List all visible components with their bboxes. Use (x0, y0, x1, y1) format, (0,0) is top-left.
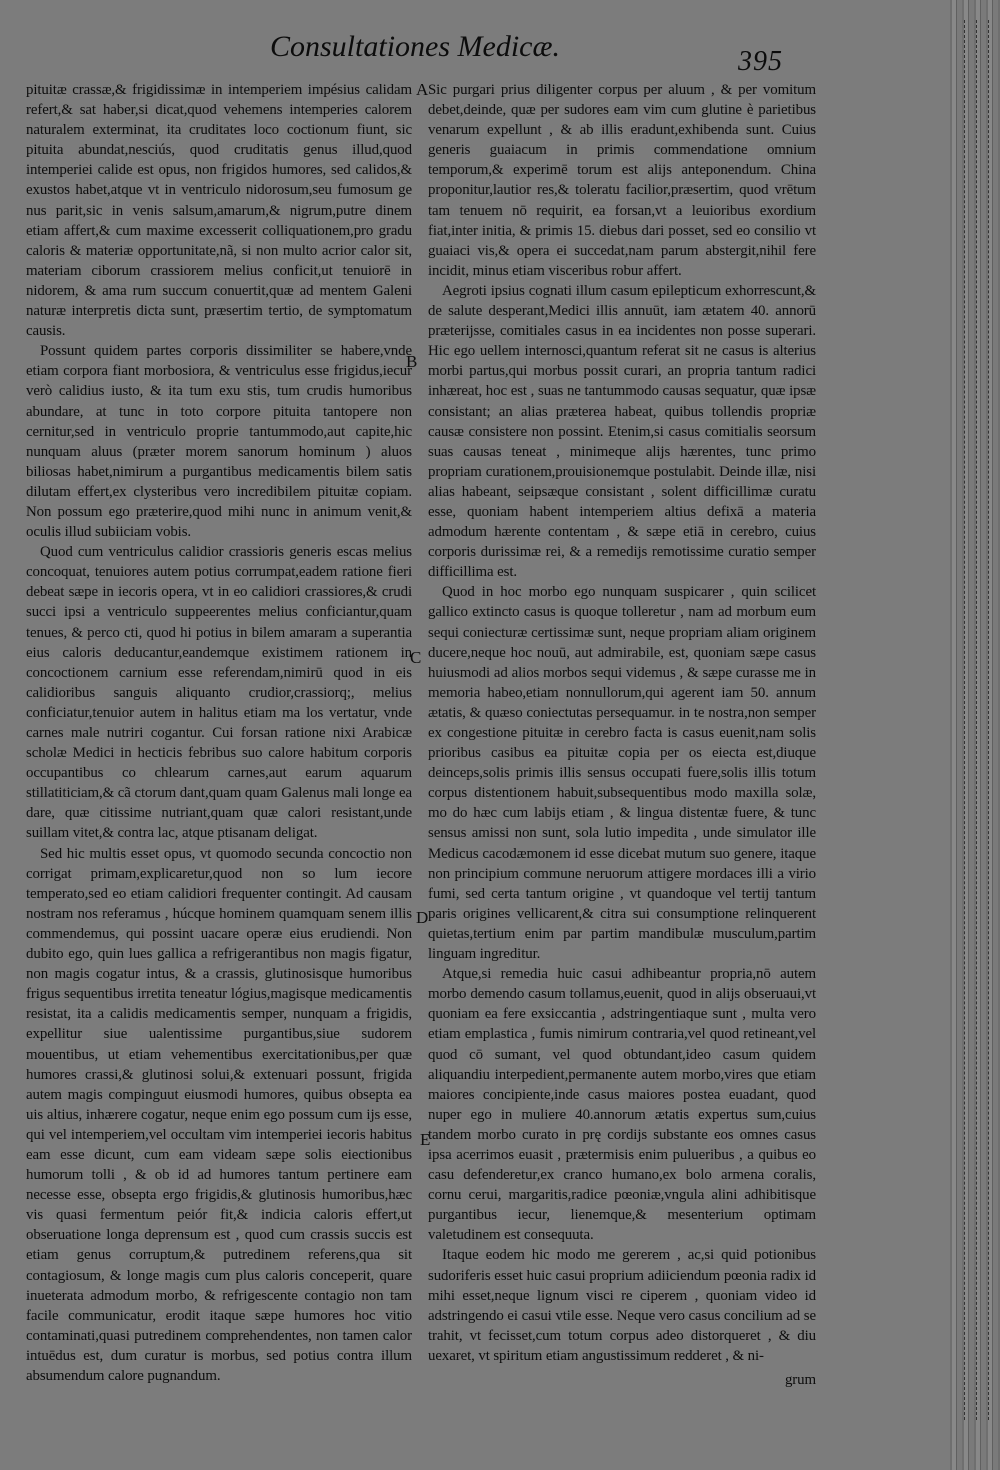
left-paragraph: Possunt quidem partes corporis dissimiliter se habere,vnde etiam corpora fiant morbosiora, & ventriculus esse frigidus,iecur verò calidius iusto, & ita tum exu stis, tum crudis humoribus abundare, at tunc in toto corpore pituita tantopere non cernitur,sed in ventriculo proprie tantummodo,aut capite,hic nunquam aluus (præter morem sanorum hominum ) aluos biliosas habet,nimirum a purgantibus medicamentis bilem satis dilutam effert,ex clysteribus vero incredibilem pituitæ copiam. Non possum ego præterire,quod mihi nunc in animum venit,& oculis illud subiiciam vobis. (26, 343, 412, 541)
margin-marker-d: D (416, 908, 429, 927)
page-edge-line (988, 20, 990, 1420)
catchword: grum (784, 1372, 816, 1388)
right-paragraph: Aegroti ipsius cognati illum casum epilepticum exhorrescunt,& de salute desperant,Medici illis annuūt, iam ætatem 40. annorū præterijsse, comitiales casus in ea incidentes non posse superari. Hic ego uellem internosci,quantum referat sit ne casus is alterius morbi partus,qui morbus possit curari, an propria tantum radici inhæreat, hoc est , suas ne tantummodo causas sequatur, quæ ipsæ consistant; an alias præterea habeat, quibus tollendis propriæ causæ consistere non possint. Etenim,si casus comitialis seorsum suas causas teneat , minimeque alijs hærentes, tunc primo propriam curationem,prouisionemque postulabit. Deinde illæ, nisi alias habeant, seipsæque consistant , solent difficillimæ curatu esse, quoniam habent intemperiem altius defixā a materia admodum hærente contentam , & sæpe etiā in cerebro, cuius corporis durissimæ rei, & a remedijs remotissime curatio semper difficillima est. (428, 282, 816, 581)
left-paragraph: Sed hic multis esset opus, vt quomodo secunda concoctio non corrigat primam,explicaretur,quod non so lum iecore temperato,sed eo etiam calidiori frequenter contingit. Ad causam nostram nos referamus , húcque hominem quamquam senem illis commendemus, qui possint uacare operæ eius erudiendi. Non dubito ego, quin lues gallica a refrigerantibus non magis figatur, non magis cogatur intus, & a crassis, glutinosisque humoribus frigus sequentibus irretita teneatur lógius,magisque medicamentis resistat, ita a calidis medicamentis semper, nunquam a frigidis, expellitur siue ualentissime purgantibus,siue sudorem mouentibus, ut etiam vehementibus exercitationibus,per quæ humores crassi,& glutinosi solui,& extenuari possunt, frigida autem magis compinguut eiusmodi humores, quibus obsepta ea uis altius, inhærere cogatur, neque enim ego possum cum ijs esse, qui vel intemperiem,vel occultam vim intemperiei iecoris habitus eam esse dicunt, cum eam videam sæpe solis eiectionibus humorum tolli , & ob id ad humores tantum pertinere eam necesse esse, obsepta ergo frigidis,& glutinosis humoribus,hæc vis quasi fermentum peiór fit,& indicia caloris effert,ut obseruatione longa deprensum est , quod cum crassis succis est etiam genus corruptum,& putredinem referens,qua sit contagiosum, & longe magis cum plus caloris conceperit, quare inueterata admodum morbo, & refrigescente contagio non tam facile communicatur, erodit itaque sæpe humores hoc vitio contaminati,quasi putredinem comprehendentes, non tamen calor intuēdus est, dum curatur is morbus, sed potius contra illum absumendum calore pugnandum. (26, 845, 412, 1384)
page-edge-line (976, 20, 978, 1420)
right-paragraph: Atque,si remedia huic casui adhibeantur propria,nō autem morbo demendo casum tollamus,euenit, quod in alijs obseruaui,vt quoniam ea fere exsiccantia , adstringentiaque sunt , multa vero etiam emplastica , fumis nimirum contraria,vel quod retineant,vel quod cō sumant, vel quod obtundant,ideo casum quidem aliquandiu interpedient,permanente autem morbo,vires que etiam maiores concipiente,inde casus maiores postea euadant, quod nuper ego in muliere 40.annorum ætatis expertus sum,cuius tandem morbo curato in prę cordijs substante eos omnes casus ipsa acerrimos euasit , prætermisis enim pulueribus , a quibus eo casu defenderetur,ex cranco humano,ex bolo armena coralis, cornu cerui, margaritis,radice pœoniæ,vngula alini adhibitisque purgantibus iecur, lienemque,& mesenterium optimam valetudinem est consequuta. (428, 966, 816, 1244)
right-paragraph: Quod in hoc morbo ego nunquam suspicarer , quin scilicet gallico extincto casus is quoque tolleretur , nam ad morbum eum sequi coniecturæ certissimæ sunt, neque propriam aliam originem ducere,neque hoc nouū, aut admirabile, est, quoniam sæpe casus huiusmodi ad alios morbos sequi videmus , & sæpe curasse me in memoria habeo,etiam nonnullorum,qui agerent iam 50. annum ætatis, & quæso coniectutas persequamur. in te nostra,non semper ex congestione pituitæ in cerebro facta is casus euenit,nam solis prioribus casibus ea pituitæ copia per os eiecta est,diuque deinceps,solis primis illis sensus occupati fuere,solis illis totum corpus distentionem habuit,subsequentibus modo maxilla solæ, mo do hæc cum labijs etiam , & lingua distentæ fuere, & tunc sensus amissi non sunt, sola lutio impedita , unde simulator ille Medicus cacodæmonem id esse dicebat mutum suo genere, itaque non principium commune neruorum attigere mordaces illi a virio fumi, sed certa tantum origine , vt quandoque vel tertij tantum paris origines vellicarent,& citra sui consumptione relinquerent quietas,tertium enim par partim mandibulæ musculum,partim linguam ingreditur. (428, 584, 816, 963)
running-title: Consultationes Medicæ. (270, 30, 560, 63)
left-paragraph: Quod cum ventriculus calidior crassioris generis escas melius concoquat, tenuiores autem potius corrumpat,eadem ratione fieri debeat sæpe in iecoris opera, vt in eo calidiori crassiores,& crudi succi ipsi a ventriculo suppeerentes melius conficiantur,quam tenues, & perco cti, quod hi potius in bilem amaram a superantia eius caloris deducantur,eandemque existimem rationem in concoctionem carnium esse referendam,nimirū quod in eis calidioribus sanguis aliquanto crudior,crassiorq;, melius conficiatur,tenuior autem in halitus etiam ma los vertatur, vnde carnes male nutriri cogantur. Cui forsan ratione nixi Arabicæ scholæ Medici in hecticis febribus suo calore habitum corporis occupantibus co chlearum carnes,aut earum aquarum stillatiticiam,& cã ctorum dant,quam quam Galenus mali longe ea dare, quæ citissime nutriant,quam quæ calori resistant,unde suillam vitet,& contra lac, atque ptisanam deligat. (26, 544, 412, 842)
margin-marker-a: A (416, 80, 429, 99)
margin-marker-b: B (406, 352, 418, 371)
left-text-column (26, 80, 412, 1386)
page-edge-line (964, 20, 966, 1420)
page-edge-texture (950, 0, 1000, 1470)
margin-marker-e: E (420, 1130, 431, 1149)
right-paragraph: Sic purgari prius diligenter corpus per aluum , & per vomitum debet,deinde, quæ per sudores eam vim cum glutine è parietibus venarum expellunt , & ab illis eradunt,exhibenda sunt. Cuius generis guaiacum in primis commendatione omnium temporum,& experimē torum est alijs anteponendum. China proponitur,lautior res,& toleratu facilior,præsertim, quod vrētum tam tenuem nō requirit, ea forsan,vt a leuioribus exordium fiat,inter initia, & primis 15. diebus dari posset, sed eo consilio vt guaiaci vis,& opera ei succedat,nam parum abstergit,nihil fere incidit, minus etiam visceribus robur affert. (428, 82, 816, 279)
right-paragraph: Itaque eodem hic modo me gererem , ac,si quid potionibus sudoriferis esset huic casui proprium adiiciendum pœonia radix id mihi esset,neque lignum visci re ciperem , quoniam video id adstringendo ei casui vtile esse. Neque vero casus concilium ad se trahit, vt fecisset,cum totum corpus adeo distorqueret , & diu uexaret, vt spiritum etiam angustissimum redderet , & ni- (428, 1247, 816, 1364)
page-number: 395 (738, 46, 783, 77)
left-paragraph: pituitæ crassæ,& frigidissimæ in intemperiem impésius calidam refert,& sat haber,si dicat,quod vehemens intemperies calorem naturalem exterminat, ita cruditates loco coctionum fiunt, sic pituita abundat,nesciús, quod cruditatis genus illud,quod intemperiei calide est opus, non frigidos humores, sed calidos,& exustos habet,atque vt in ventriculo nidorosum,seu fumosum ge nus parit,sic in venis salsum,amarum,& nigrum,putre dinem etiam affert,& cum maxime excesserit colliquationem,pro gradu caloris & materiæ opportunitate,nã, si non multo acrior calor sit, materiam ciborum crassiorem melius conficit,ut tenuiorē in nidorem, & ama rum succum conuertit,quæ ad mentem Galeni naturæ interpretis dicta sunt, præsertim tertio, de symptomatum causis. (26, 82, 412, 340)
margin-marker-c: C (410, 648, 422, 667)
right-text-column (428, 80, 816, 1390)
